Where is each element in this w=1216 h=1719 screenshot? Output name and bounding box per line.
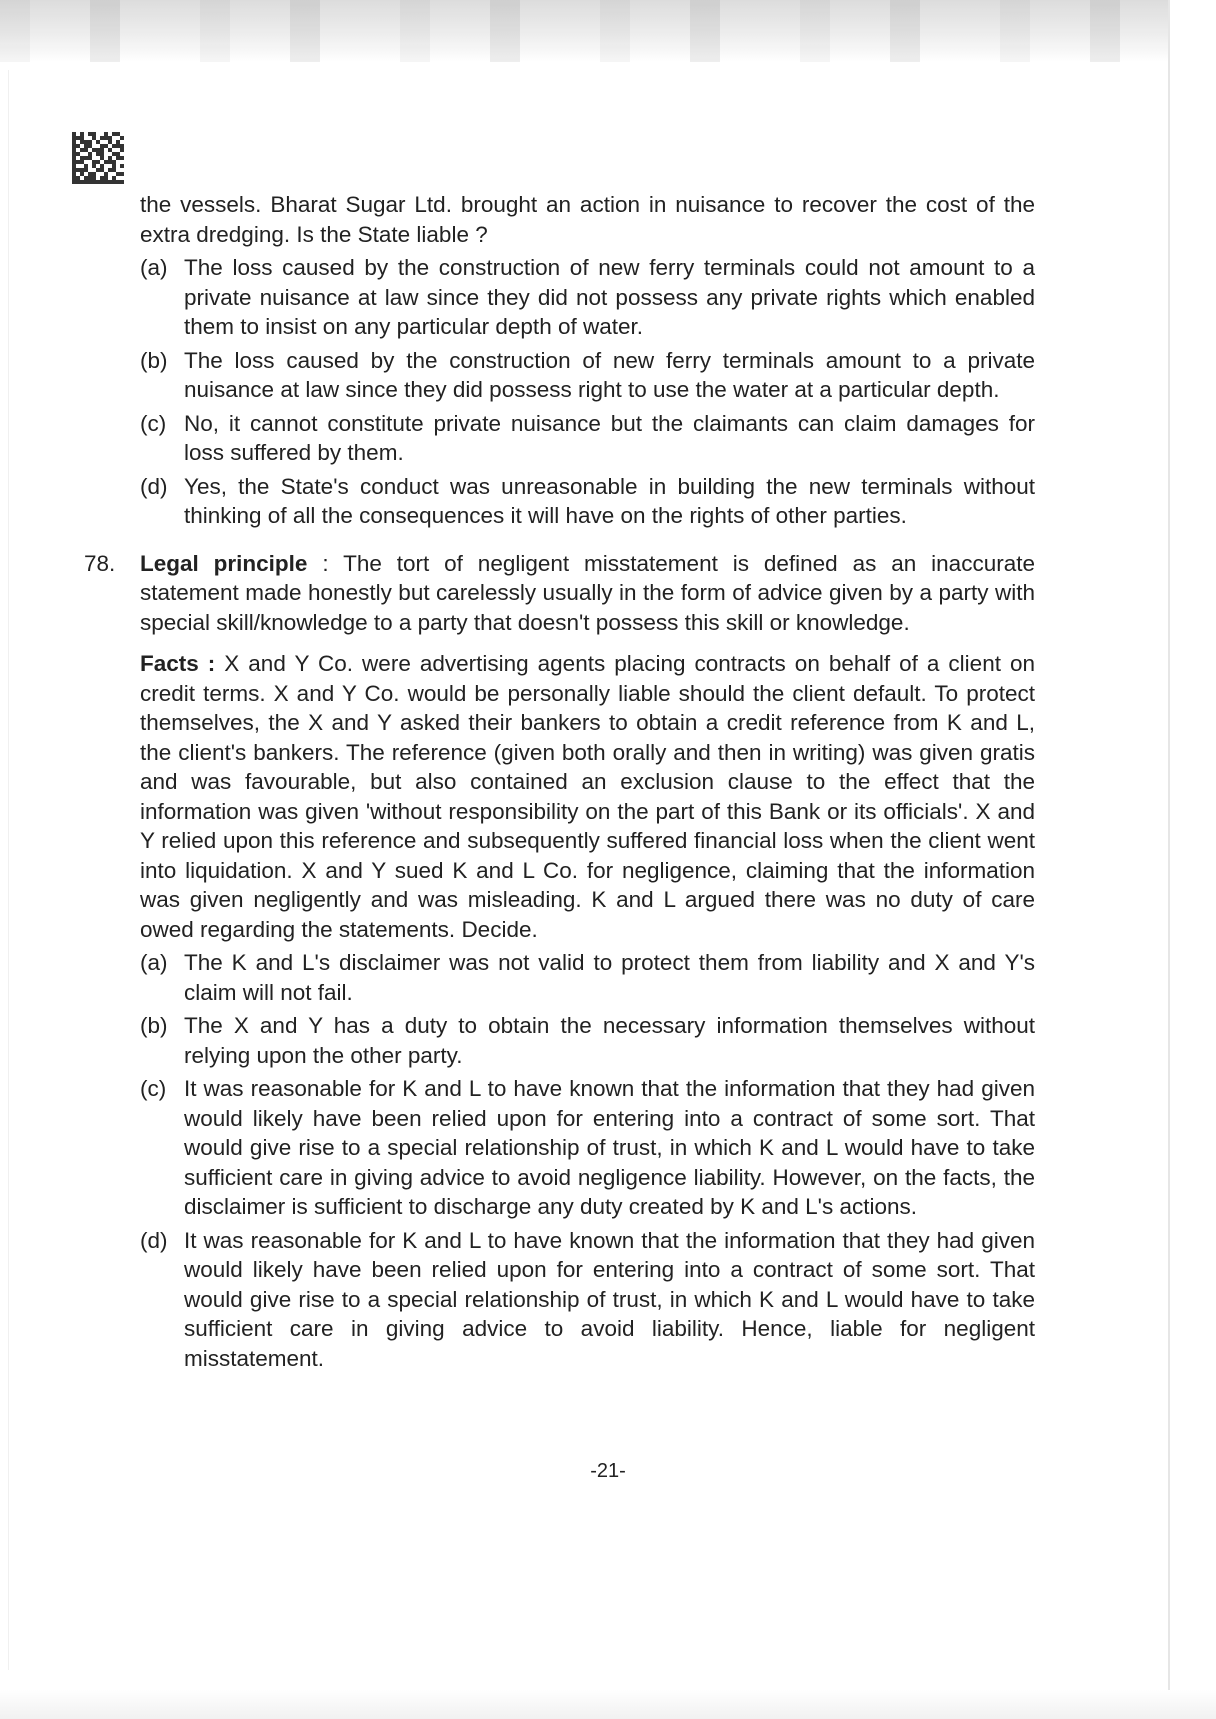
qr-code-icon <box>72 132 124 184</box>
scan-edge-right <box>1168 0 1170 1719</box>
option-label: (b) <box>140 1013 168 1038</box>
option-text: Yes, the State's conduct was unreasonable in building the new terminals without thinking of all the consequences it will have on the rights of other parties. <box>184 473 1035 528</box>
page-number: -21- <box>590 1460 626 1482</box>
option-text: It was reasonable for K and L to have known that the information that they had given would likely have been relied upon for entering into a contract of some sort. That would give rise to a special relationship of trust, in which K and L would have to take sufficient care in giving advice to avoid negligence liability. However, on the facts, the disclaimer is sufficient to discharge any duty created by K and L's actions. <box>184 1076 1035 1219</box>
continuation-option-d <box>140 472 1035 531</box>
facts-text: X and Y Co. were advertising agents placing contracts on behalf of a client on credit terms. X and Y Co. would be personally liable should the client default. To protect themselves, the X and Y asked their bankers to obtain a credit reference from K and L, the client's bankers. The reference (given both orally and then in writing) was given gratis and was favourable, but also contained an exclusion clause to the effect that the information was given 'without responsibility on the part of this Bank or its officials'. X and Y relied upon this reference and subsequently suffered financial loss when the client went into liquidation. X and Y sued K and L Co. for negligence, claiming that the information was given negligently and was misleading. K and L argued there was no duty of care owed regarding the statements. Decide. <box>140 651 1035 942</box>
scan-edge-left <box>8 70 9 1670</box>
option-text: No, it cannot constitute private nuisance but the claimants can claim damages for loss suffered by them. <box>184 410 1035 465</box>
continuation-option-c <box>140 409 1035 468</box>
option-label: (a) <box>140 255 168 280</box>
scan-shadow-bottom <box>0 1690 1216 1719</box>
option-text: The loss caused by the construction of new ferry terminals amount to a private nuisance at law since they did possess right to use the water at a particular depth. <box>184 347 1035 402</box>
option-label: (c) <box>140 410 167 436</box>
question-continuation-text: the vessels. Bharat Sugar Ltd. brought an action in nuisance to recover the cost of the extra dredging. Is the State liable ? <box>140 192 1035 247</box>
question-number: 78. <box>84 550 116 576</box>
continuation-option-b <box>140 346 1035 405</box>
option-text: The loss caused by the construction of new ferry terminals could not amount to a private nuisance at law since they did not possess any private rights which enabled them to insist on any particular depth of water. <box>184 255 1035 339</box>
facts <box>140 649 1035 944</box>
question-78 <box>84 549 1035 1374</box>
question-option-b <box>140 1011 1035 1070</box>
option-text: The X and Y has a duty to obtain the necessary information themselves without relying upon the other party. <box>184 1013 1035 1068</box>
legal-principle-label: Legal principle <box>140 550 308 576</box>
legal-principle <box>140 549 1035 638</box>
continuation-option-a <box>140 253 1035 342</box>
option-label: (c) <box>140 1076 167 1101</box>
scan-shadow-top <box>0 0 1170 62</box>
option-label: (a) <box>140 950 168 975</box>
question-option-c <box>140 1074 1035 1222</box>
option-label: (d) <box>140 473 168 499</box>
question-option-a <box>140 948 1035 1007</box>
option-text: It was reasonable for K and L to have known that the information that they had given would likely have been relied upon for entering into a contract of some sort. That would give rise to a special relationship of trust, in which K and L would have to take sufficient care in giving advice to avoid liability. Hence, liable for negligent misstatement. <box>184 1227 1035 1371</box>
option-label: (d) <box>140 1227 168 1253</box>
question-option-d <box>140 1226 1035 1374</box>
page-content <box>84 190 1035 1373</box>
option-text: The K and L's disclaimer was not valid to protect them from liability and X and Y's claim will not fail. <box>184 950 1035 1005</box>
legal-principle-text: : The tort of negligent misstatement is defined as an inaccurate statement made honestly but carelessly usually in the form of advice given by a party with special skill/knowledge to a party that doesn't possess this skill or knowledge. <box>140 550 1035 635</box>
option-label: (b) <box>140 347 168 373</box>
facts-label: Facts : <box>140 651 216 676</box>
